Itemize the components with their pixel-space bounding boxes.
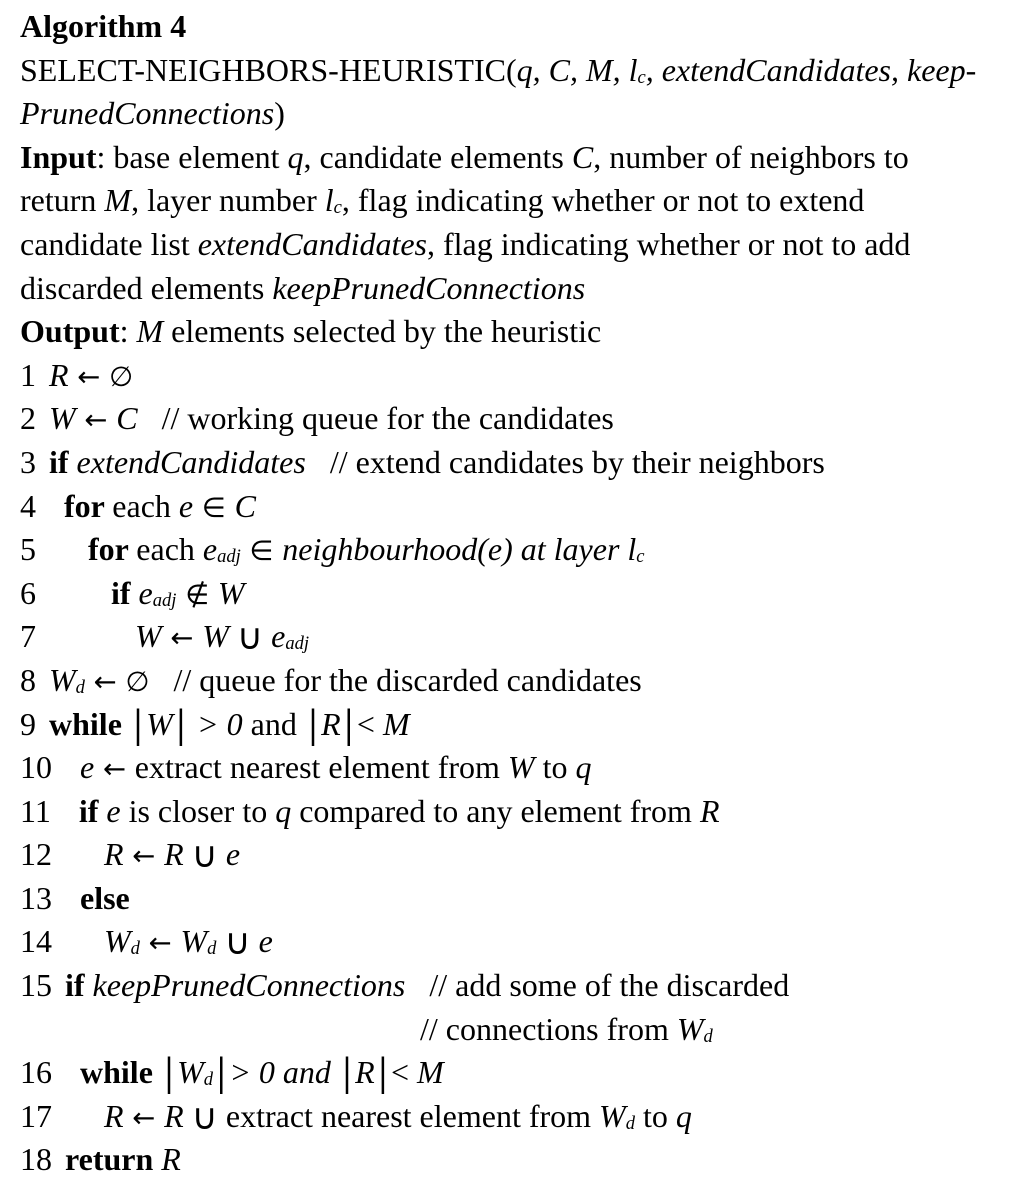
code-line [20,964,1021,1008]
statement [20,139,909,175]
statement [20,95,285,131]
cardinality-bar: | [163,1052,175,1096]
line-number: 15 [20,967,52,1004]
text-segment: W [49,400,76,437]
text-segment: R [164,836,184,873]
code-line [20,441,1021,485]
text-segment: each [112,487,179,524]
text-segment: e [271,618,286,655]
cardinality-bar: | [377,1052,388,1096]
union-icon: ∪ [191,1096,218,1138]
math-symbol: ∈ [193,491,235,524]
statement [20,182,864,218]
math-symbol: ← ∅ [84,665,150,698]
text-segment: C [234,487,256,524]
text-segment: , extendCandidates, keep- [645,51,977,88]
line-number: 10 [20,749,52,786]
statement [36,662,642,698]
union-icon: ∪ [236,617,264,659]
text-segment: R [699,792,720,829]
text-segment: return [20,182,105,219]
statement [52,749,591,785]
text-segment: , candidate elements [303,138,572,175]
cardinality-bar: | [132,703,144,747]
text-segment: adj [285,633,310,655]
text-segment: W [217,574,245,611]
code-line [20,572,1021,616]
text-segment: elements selected by the heuristic [163,313,602,350]
text-segment: q [675,1097,692,1134]
code-line [20,1051,1021,1095]
text-segment: q [275,792,292,829]
text-segment: < [356,705,383,742]
text-segment: adj [217,546,241,568]
statement [36,575,245,611]
header-line [20,267,1021,311]
line-number: 1 [20,356,36,393]
text-segment: extendCandidates [76,443,306,480]
text-segment: > 0 and [229,1054,339,1091]
text-segment: neighbourhood(e) at layer l [282,531,637,568]
text-segment: , flag indicating whether or not to extend [341,182,865,219]
text-segment [263,618,271,654]
text-segment: d [625,1113,635,1135]
line-number: 17 [20,1097,52,1134]
algorithm-listing [20,5,1021,1182]
text-segment: SELECT-NEIGHBORS-HEURISTIC( [20,51,517,88]
line-number: 3 [20,443,36,480]
header-line [20,49,1021,93]
header-line [20,92,1021,136]
code-line [20,615,1021,659]
text-segment [229,618,237,654]
text-segment: e [80,749,95,786]
math-symbol: ∉ [176,578,218,611]
cardinality-bar: | [307,703,319,747]
statement [52,1141,181,1177]
text-segment: and [242,705,305,742]
code-line [20,877,1021,921]
math-symbol: ∈ [240,535,283,568]
cardinality-bar: | [216,1052,227,1096]
text-segment: W [49,661,76,698]
line-number: 7 [20,618,36,655]
code-line [20,1095,1021,1139]
text-segment: d [203,1069,214,1091]
statement [36,444,825,480]
text-segment: to [634,1097,676,1134]
math-symbol: ← [123,840,165,873]
line-number: 4 [20,487,36,524]
code-line [20,703,1021,747]
text-segment: W [507,749,535,786]
text-segment: ) [274,95,285,132]
text-segment: C [571,138,594,175]
math-symbol: ← [139,927,181,960]
text-segment: R [161,1141,181,1178]
text-segment [218,1098,226,1134]
text-segment: , layer number [131,182,325,219]
text-segment: else [80,879,130,916]
line-number: 14 [20,923,52,960]
text-segment: c [637,66,646,88]
text-segment: q, C, M, l [516,51,638,88]
statement [52,880,130,916]
line-number: 5 [20,531,36,568]
text-segment: d [207,938,217,960]
line-number: 11 [20,792,51,829]
text-segment [184,836,192,872]
header-line [20,310,1021,354]
text-segment: candidate list [20,225,198,262]
text-segment: // extend candidates by their neighbors [305,443,825,480]
text-segment: C [116,400,138,437]
text-segment: if [49,443,77,480]
line-number: 2 [20,400,36,437]
text-segment: // add some of the discarded [405,967,790,1004]
header-line [20,5,1021,49]
text-segment: c [636,546,645,568]
line-number: 6 [20,574,36,611]
text-segment: Output [20,313,120,350]
text-segment: R [355,1054,375,1091]
statement [20,270,585,306]
code-line [20,746,1021,790]
statement [52,967,789,1003]
text-segment: // working queue for the candidates [137,400,614,437]
statement [20,313,601,349]
header-line [20,223,1021,267]
statement [52,835,241,877]
union-icon: ∪ [191,835,218,877]
text-segment: Algorithm 4 [20,8,187,44]
code-line [20,1138,1021,1182]
math-symbol: ← ∅ [68,360,134,393]
header-line [20,136,1021,180]
text-segment: M [104,182,132,219]
text-segment: if [111,574,139,611]
text-segment: W [599,1097,626,1134]
statement [20,1011,713,1047]
text-segment: adj [152,589,177,611]
text-segment: compared to any element from [291,792,700,829]
code-line [20,790,1021,834]
text-segment: W [676,1010,704,1047]
code-line [20,485,1021,529]
text-segment: each [136,531,203,568]
text-segment: discarded elements [20,269,273,306]
text-segment: R [321,705,341,742]
statement [20,8,186,44]
header-line [20,179,1021,223]
code-line [20,354,1021,398]
line-number: 13 [20,879,52,916]
text-segment: for [64,487,113,524]
text-segment: e [178,487,194,524]
cardinality-bar: | [341,1052,353,1096]
text-segment: Input [20,138,97,175]
text-segment: d [703,1025,713,1047]
text-segment: > 0 [189,705,243,742]
text-segment: e [202,531,218,568]
text-segment: c [333,197,342,219]
statement [36,617,310,659]
text-segment: if [78,792,107,829]
cardinality-bar: | [175,703,187,747]
text-segment: for [88,531,137,568]
text-segment: q [287,138,304,175]
text-segment: W [177,1054,204,1091]
text-segment: W [180,923,208,960]
text-segment: extendCandidates [197,225,427,262]
text-segment: keepPrunedConnections [272,269,586,306]
text-segment: : base element [96,138,288,175]
text-segment: , flag indicating whether or not to add [427,225,911,262]
text-segment: < [390,1054,418,1091]
text-segment: M [417,1054,444,1091]
math-symbol: ← [75,404,117,437]
text-segment [184,1098,192,1134]
text-segment: extract nearest element from [225,1097,600,1134]
statement [36,357,133,393]
text-segment: R [164,1097,184,1134]
text-segment: e [138,574,153,611]
text-segment: W [146,705,173,742]
line-number: 12 [20,836,52,873]
text-segment: return [65,1141,162,1178]
text-segment: // queue for the discarded candidates [149,661,642,698]
text-segment: while [49,705,130,742]
text-segment: W [135,618,162,655]
text-segment: R [49,356,69,393]
text-segment: keepPrunedConnections [92,967,406,1004]
cardinality-bar: | [343,703,354,747]
math-symbol: ← [123,1101,165,1134]
statement [20,52,976,88]
text-segment: W [104,923,131,960]
text-segment: e [106,792,121,829]
text-segment: M [382,705,410,742]
statement [36,703,410,747]
code-line [20,659,1021,703]
text-segment: d [75,677,85,699]
statement [20,226,910,262]
text-segment [218,836,226,872]
line-number: 9 [20,705,36,742]
comment-continuation-line [20,1008,1021,1052]
statement [52,1052,444,1096]
line-number: 16 [20,1054,52,1091]
text-segment [251,923,259,959]
text-segment: to [534,749,576,786]
text-segment: : [119,313,137,350]
text-segment: while [80,1054,161,1091]
statement [52,922,273,964]
statement [52,1096,692,1138]
code-line [20,397,1021,441]
text-segment: e [258,923,273,960]
text-segment: W [202,618,229,655]
text-segment: // connections from [420,1010,677,1047]
text-segment: , number of neighbors to [593,138,909,175]
math-symbol: ← [94,753,135,786]
text-segment: if [65,967,93,1004]
statement [36,531,645,567]
text-segment: d [130,938,140,960]
text-segment: l [324,182,334,219]
text-segment: e [225,836,241,873]
union-icon: ∪ [224,922,251,964]
statement [51,793,720,829]
text-segment: PrunedConnections [20,95,275,132]
math-symbol: ← [161,622,203,655]
code-line [20,528,1021,572]
text-segment: q [575,749,592,786]
code-line [20,920,1021,964]
line-number: 8 [20,661,36,698]
statement [36,400,614,436]
text-segment: R [104,836,124,873]
text-segment: extract nearest element from [134,749,508,786]
text-segment: is closer to [120,792,276,829]
line-number: 18 [20,1141,52,1178]
code-line [20,833,1021,877]
statement [36,488,256,524]
text-segment: R [104,1097,124,1134]
text-segment: M [136,313,164,350]
